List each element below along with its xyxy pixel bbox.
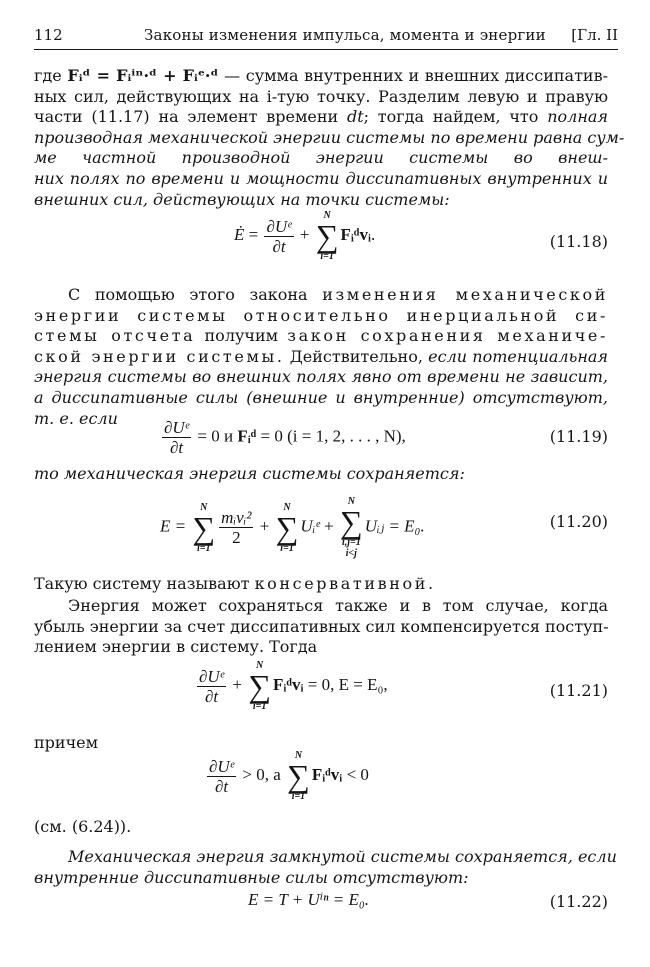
text-line: т. е. если — [34, 408, 118, 428]
paragraph-5 — [34, 596, 608, 658]
paragraph-1 — [34, 66, 625, 210]
fraction: $\frac{\text{mᵢvᵢ²}}{2}$ — [221, 508, 252, 547]
text-line: где Fᵢᵈ = Fᵢⁱⁿ·ᵈ + Fᵢᵉ·ᵈ — сумма внутренних и внешних диссипатив- — [34, 66, 608, 85]
inequality: $\frac{\text{∂Uᵉ}}{\partial t}$ > 0, а N ∑ i=1 Fᵢᵈvᵢ < 0 — [209, 750, 369, 802]
paragraph-4 — [34, 574, 608, 595]
text-line: них полях по времени и мощности диссипативных внутренних и — [34, 168, 608, 188]
sum-sign: N ∑ i,j=1 i<j — [339, 496, 363, 559]
running-header — [34, 26, 618, 48]
text-line: то механическая энергия системы сохраняется: — [34, 464, 465, 483]
paragraph-3 — [34, 464, 608, 485]
text-line: убыль энергии за счет диссипативных сил компенсируется поступ- — [34, 616, 609, 636]
equation-11-22: E = T + Uⁱⁿ = E₀. — [248, 890, 370, 909]
fraction: $\frac{\text{∂Uᵉ}}{\partial t}$ — [164, 418, 190, 457]
running-title: Законы изменения импульса, момента и энергии — [144, 26, 546, 44]
text-line: стемы отсчета получим закон сохранения механиче- — [34, 326, 608, 346]
equation-11-18: Ė = $\frac{\text{∂Uᵉ}}{\partial t}$ + N ∑ i=1 Fᵢᵈvᵢ. — [234, 210, 376, 262]
text-line: производная механической энергии системы по времени равна сум- — [34, 127, 625, 147]
text-line: причем — [34, 733, 99, 752]
text-line: внутренние диссипативные силы отсутствуют: — [34, 867, 469, 887]
equation-number: (11.20) — [549, 512, 608, 531]
text-line: а диссипативные силы (внешние и внутренние) отсутствуют, — [34, 387, 608, 407]
paragraph-8 — [34, 847, 617, 888]
text-line: Энергия может сохраняться также и в том случае, когда — [68, 596, 608, 615]
force-definition: Fᵢᵈ = Fᵢⁱⁿ·ᵈ + Fᵢᵉ·ᵈ — [67, 66, 219, 85]
sum-sign: N ∑ i=1 — [248, 660, 272, 712]
text-line: внешних сил, действующих на точки системы: — [34, 189, 450, 209]
text-line: энергия системы во внешних полях явно от времени не зависит, — [34, 367, 608, 387]
sum-sign: N ∑ i=1 — [287, 750, 310, 802]
text-line: части (11.17) на элемент времени dt; тогда найдем, что полная — [34, 107, 608, 127]
text-line: Такую систему называют консервативной. — [34, 574, 436, 593]
equation-number: (11.19) — [549, 427, 608, 446]
text-line: С помощью этого закона изменения механической — [68, 285, 608, 304]
text-line: ных сил, действующих на i-тую точку. Разделим левую и правую — [34, 86, 608, 106]
fraction: $\frac{\text{∂Uᵉ}}{\partial t}$ — [209, 756, 235, 796]
equation-11-21: $\frac{\text{∂Uᵉ}}{\partial t}$ + N ∑ i=1 Fᵢᵈvᵢ = 0, E = E₀, — [199, 660, 388, 712]
header-rule — [34, 49, 618, 50]
equation-11-20: E = N ∑ i=1 $\frac{\text{mᵢvᵢ²}}{2}$ + N ∑ i=1 Uᵢᵉ + N ∑ i,j=1 i<j Uᵢⱼ = E₀. — [160, 496, 425, 559]
text-line: ме частной производной энергии системы во внеш- — [34, 148, 608, 168]
fraction: $\frac{\text{∂Uᵉ}}{\partial t}$ — [199, 666, 225, 706]
paragraph-2 — [34, 285, 608, 429]
sum-sign: N ∑ i=1 — [315, 210, 339, 262]
equation-11-19: $\frac{\text{∂Uᵉ}}{\partial t}$ = 0 и Fᵢᵈ = 0 (i = 1, 2, . . . , N), — [164, 418, 406, 457]
fraction: $\frac{\text{∂Uᵉ}}{\partial t}$ — [266, 216, 292, 256]
chapter-ref: [Гл. II — [571, 26, 618, 44]
text-line: энергии системы относительно инерциальной си- — [34, 305, 609, 325]
equation-number: (11.22) — [549, 892, 608, 911]
text-line: (см. (6.24)). — [34, 817, 132, 836]
sum-sign: N ∑ i=1 — [192, 501, 216, 554]
paragraph-7 — [34, 817, 608, 838]
text-line: лением энергии в систему. Тогда — [34, 637, 318, 657]
equation-number: (11.21) — [549, 681, 608, 700]
text-line: ской энергии системы. Действительно, если потенциальная — [34, 346, 608, 366]
sum-sign: N ∑ i=1 — [275, 501, 299, 554]
equation-number: (11.18) — [549, 232, 608, 251]
page-number: 112 — [34, 26, 63, 44]
text-line: Механическая энергия замкнутой системы сохраняется, если — [68, 847, 617, 866]
